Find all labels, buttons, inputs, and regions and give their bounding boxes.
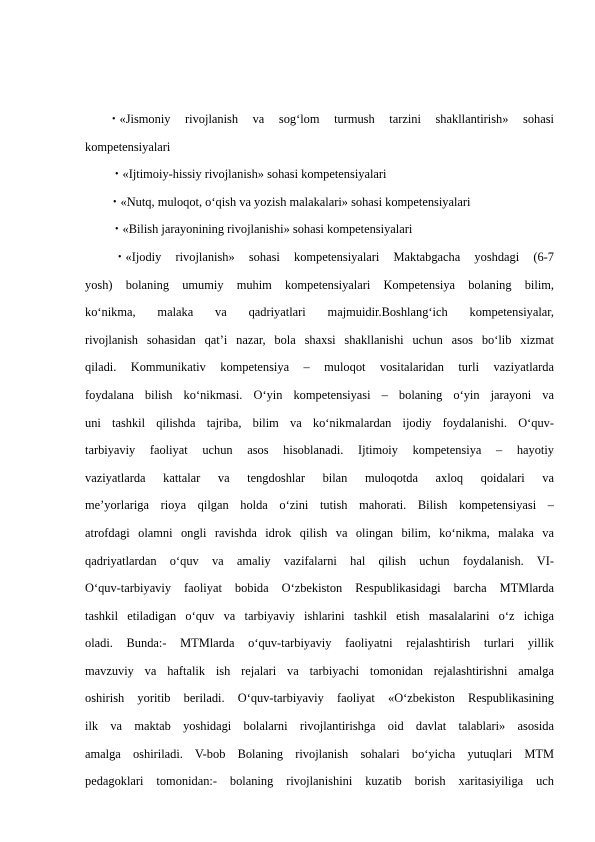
paragraph-line-3: ko‘nikma, malaka va qadriyatlari majmuidir.Boshlang‘ich kompetensiyalar, [85, 305, 554, 320]
bullet-4-line-1 [85, 216, 554, 244]
paragraph-line-5: qiladi. Kommunikativ kompetensiya – muloqot vositalaridan turli vaziyatlarda [85, 360, 554, 375]
paragraph-line-14: tashkil etiladigan o‘quv va tarbiyaviy ishlarini tashkil etish masalalarini o‘z ichiga [85, 608, 554, 623]
paragraph-line-13: O‘quv-tarbiyaviy faoliyat bobida O‘zbekiston Respublikasidagi barcha MTMlarda [85, 581, 554, 596]
bullet-2-line-1 [85, 161, 554, 189]
paragraph-line-17: oshirish yoritib beriladi. O‘quv-tarbiyaviy faoliyat «O‘zbekiston Respublikasining [85, 691, 554, 706]
bullet-3-line-1 [85, 189, 554, 217]
paragraph-line-18: ilk va maktab yoshidagi bolalarni rivojlantirishga oid davlat talablari» asosida [85, 719, 554, 734]
paragraph-line-12: qadriyatlardan o‘quv va amaliy vazifalarni hal qilish uchun foydalanish. VI- [85, 553, 554, 568]
paragraph-line-19: amalga oshiriladi. V-bob Bolaning rivojlanish sohalari bo‘yicha yutuqlari MTM [85, 746, 554, 761]
bullet-4-marker: • [115, 224, 119, 236]
bullet-1-line-2 [85, 134, 554, 162]
paragraph-line-11: atrofdagi olamni ongli ravishda idrok qilish va olingan bilim, ko‘nikma, malaka va [85, 525, 554, 540]
document-page [85, 106, 554, 796]
paragraph-line-6: foydalana bilish ko‘nikmasi. O‘yin kompetensiyasi – bolaning o‘yin jarayoni va [85, 387, 554, 402]
bullet-1-line-1 [85, 106, 554, 134]
bullet-2-marker: • [115, 169, 119, 181]
paragraph-line-9: vaziyatlarda kattalar va tengdoshlar bilan muloqotda axloq qoidalari va [85, 470, 554, 485]
bullet-3-marker: • [113, 196, 117, 208]
paragraph-line-4: rivojlanish sohasidan qat’i nazar, bola shaxsi shakllanishi uchun asos bo‘lib xizmat [85, 332, 554, 347]
paragraph-line-7: uni tashkil qilishda tajriba, bilim va ko‘nikmalardan ijodiy foydalanishi. O‘quv- [85, 415, 554, 430]
bullet-2-text-1: «Ijtimoiy-hissiy rivojlanish» sohasi kompetensiyalari [122, 167, 387, 182]
bullet-1-marker: • [112, 114, 116, 125]
paragraph-line-8: tarbiyaviy faoliyat uchun asos hisoblanadi. Ijtimoiy kompetensiya – hayotiy [85, 443, 554, 458]
bullet-1-text-1: «Jismoniy rivojlanish va sog‘lom turmush tarzini shakllantirish» sohasi [119, 112, 554, 126]
paragraph-line-15: oladi. Bunda:- MTMlarda o‘quv-tarbiyaviy faoliyatni rejalashtirish turlari yillik [85, 636, 554, 651]
bullet-1-text-2: kompetensiyalari [85, 139, 171, 154]
paragraph-line-1 [85, 244, 554, 272]
paragraph-line-20: pedagoklari tomonidan:- bolaning rivojlanishini kuzatib borish xaritasiyiliga uch [85, 774, 554, 789]
paragraph-line-2: yosh) bolaning umumiy muhim kompetensiyalari Kompetensiya bolaning bilim, [85, 277, 554, 292]
paragraph-line-16: mavzuviy va haftalik ish rejalari va tarbiyachi tomonidan rejalashtirishni amalga [85, 663, 554, 678]
paragraph-line-10: me’yorlariga rioya qilgan holda o‘zini tutish mahorati. Bilish kompetensiyasi – [85, 498, 554, 513]
paragraph-text-1: «Ijodiy rivojlanish» sohasi kompetensiyalari Maktabgacha yoshdagi (6-7 [125, 249, 554, 264]
bullet-3-text-1: «Nutq, muloqot, o‘qish va yozish malakalari» sohasi kompetensiyalari [120, 194, 471, 209]
bullet-5-marker: • [118, 251, 122, 263]
bullet-4-text-1: «Bilish jarayonining rivojlanishi» sohasi kompetensiyalari [122, 222, 413, 237]
